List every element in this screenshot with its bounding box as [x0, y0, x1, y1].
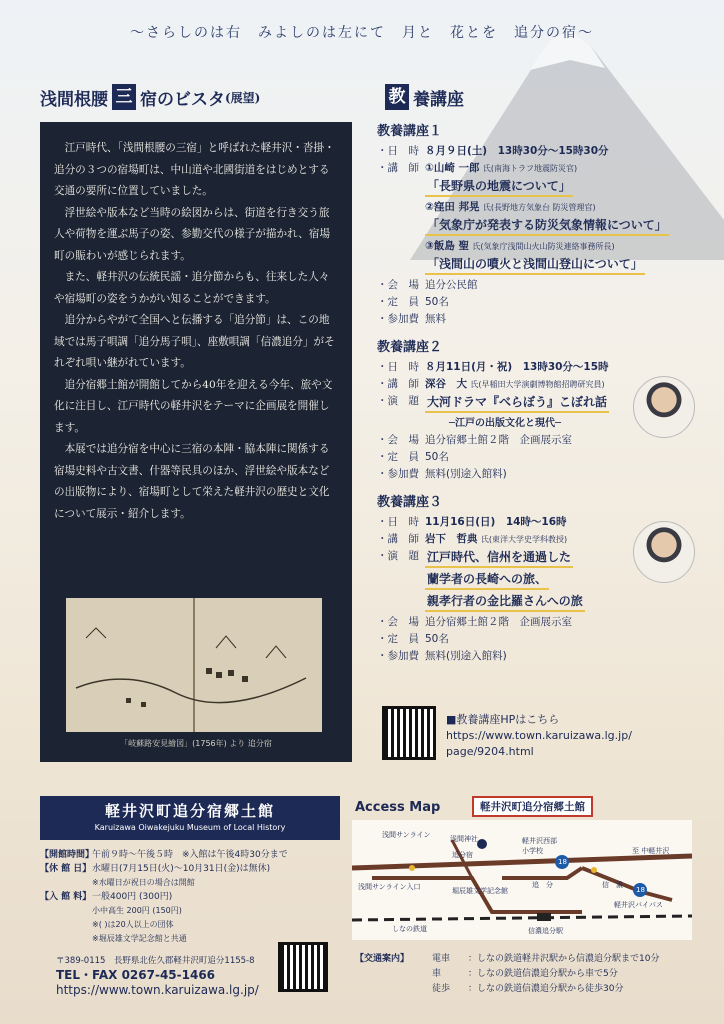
lecture-3	[377, 491, 707, 665]
capacity: 50名	[425, 451, 449, 463]
map-label: 軽井沢西部小学校	[522, 837, 557, 855]
closed-note: ※水曜日が祝日の場合は開館	[92, 878, 195, 887]
date: ８月９日(土) 13時30分～15時30分	[425, 145, 609, 157]
speaker-name: ③飯島 聖	[425, 240, 470, 252]
museum-name: 軽井沢町追分宿郷土館	[104, 802, 275, 820]
label: ・参加費	[377, 468, 419, 480]
intro-panel	[40, 122, 352, 762]
exhibition-heading	[40, 84, 260, 110]
map-label: 浅間サンライン入口	[358, 883, 421, 891]
museum-qr-code[interactable]	[278, 942, 328, 992]
hp-url[interactable]: https://www.town.karuizawa.lg.jp/	[446, 729, 632, 742]
intro-paragraph: 江戸時代、「浅間根腰の三宿」と呼ばれた軽井沢・沓掛・追分の３つの宿場町は、中山道や北國街道をはじめとする交通の要所に位置していました。	[54, 142, 335, 197]
speaker-affiliation: 氏(東洋大学史学科教授)	[480, 535, 568, 544]
intro-paragraph: 追分宿郷土館が開館してから40年を迎える今年、旅や文化に注目し、江戸時代の軽井沢をテーマに企画展を開催します。	[54, 378, 333, 434]
hours: 午前９時～午後５時 ※入館は午後4時30分まで	[92, 850, 288, 860]
label: ・会 場	[377, 434, 419, 446]
museum-name-en: Karuizawa Oiwakejuku Museum of Local History	[94, 823, 286, 832]
museum-url[interactable]: https://www.town.karuizawa.lg.jp/	[56, 983, 259, 997]
capacity: 50名	[425, 296, 449, 308]
venue: 追分宿郷土館２階 企画展示室	[425, 434, 572, 446]
lecture-qr-code[interactable]	[382, 706, 436, 760]
museum-info	[40, 848, 350, 946]
date: 11月16日(日) 14時～16時	[425, 516, 567, 528]
speaker-affiliation: 氏(気象庁浅間山火山防災連絡事務所長)	[472, 242, 615, 251]
speaker-affiliation: 氏(早稲田大学演劇博物館招聘研究員)	[470, 380, 605, 389]
speaker-name: ①山崎 一郎	[425, 162, 480, 174]
label: ・演 題	[377, 395, 419, 407]
label: ・講 師	[377, 533, 419, 545]
label: ・会 場	[377, 616, 419, 628]
lecture-2	[377, 336, 707, 483]
label: ・定 員	[377, 633, 419, 645]
speaker-portrait	[633, 521, 695, 583]
map-label: 信 濃	[602, 881, 623, 889]
phone: TEL・FAX 0267-45-1466	[56, 968, 216, 982]
speaker-name: 岩下 哲典	[425, 533, 478, 545]
label: 【開館時間】	[40, 850, 95, 860]
intro-paragraph: 本展では追分宿を中心に三宿の本陣・脇本陣に関係する宿場史料や古文書、什器等民具のほか、浮世絵や版本などの出版物により、宿場町として栄えた軽井沢の歴史と文化について展示・紹介します。	[54, 443, 330, 520]
lecture-topic: 「浅間山の噴火と浅間山登山について」	[425, 256, 645, 275]
label: ・会 場	[377, 279, 419, 291]
access-info	[355, 952, 660, 997]
lecture-subtitle: ─江戸の出版文化と現代─	[449, 418, 562, 429]
label: 【休 館 日】	[40, 864, 92, 874]
intro-paragraph: 浮世絵や版本など当時の絵図からは、街道を行き交う旅人や荷物を運ぶ馬子の姿、参勤交代の様子が描かれ、宿場町の賑わいが感じられます。	[54, 206, 331, 262]
intro-paragraph: 追分からやがて全国へと伝播する「追分節」は、この地域では馬子唄調「追分馬子唄」、座敷唄調「信濃追分」がそれぞれ唄い継がれています。	[54, 314, 335, 369]
manuscript-caption: 「岐蘇路安見繪図」(1756年) より 追分宿	[120, 739, 272, 748]
manuscript-image	[66, 598, 322, 732]
tagline: ～さらしのは右 みよしのは左にて 月と 花とを 追分の宿～	[130, 25, 594, 41]
speaker-affiliation: 氏(南海トラフ地震防災官)	[482, 164, 578, 173]
heading-small: (展望)	[225, 90, 261, 105]
label: ・講 師	[377, 378, 419, 390]
hp-label: ■教養講座HPはこちら	[446, 713, 560, 726]
label: ・日 時	[377, 361, 419, 373]
lecture-topic: 江戸時代、信州を通過した	[425, 549, 573, 568]
map-title: Access Map	[355, 800, 441, 815]
lecture-1	[377, 120, 707, 328]
map-label: 軽井沢バイパス	[614, 901, 663, 909]
label: ・演 題	[377, 550, 419, 562]
lecture-title: 教養講座１	[377, 124, 443, 139]
closed-days: 水曜日(7月15日(火)～10月31日(金)は無休)	[92, 864, 271, 874]
speaker-name: 深谷 大	[425, 378, 467, 390]
venue: 追分公民館	[425, 279, 478, 291]
map-label: 信濃追分駅	[528, 927, 563, 935]
access-mode: 車	[432, 969, 442, 979]
lecture-title: 教養講座３	[377, 495, 443, 510]
label: ・日 時	[377, 145, 419, 157]
map-label: 堀辰雄文学記念館	[452, 887, 508, 895]
fee: 無料(別途入館料)	[425, 650, 507, 662]
access-mode: 徒歩	[432, 984, 451, 994]
fee: 無料(別途入館料)	[425, 468, 507, 480]
address: 〒389-0115 長野県北佐久郡軽井沢町追分1155-8	[56, 956, 255, 966]
label: ・定 員	[377, 451, 419, 463]
lecture-topic: 「気象庁が発表する防災気象情報について」	[425, 217, 669, 236]
fee: 無料	[425, 313, 446, 325]
label: ・講 師	[377, 162, 419, 174]
speaker-affiliation: 氏(長野地方気象台 防災管理官)	[482, 203, 596, 212]
map-label: 浅間神社	[450, 835, 478, 843]
venue: 追分宿郷土館２階 企画展示室	[425, 616, 572, 628]
label: ・参加費	[377, 650, 419, 662]
intro-paragraph: また、軽井沢の伝統民謡・追分節からも、往来した人々や宿場町の姿をうかがい知ることができます。	[54, 271, 330, 305]
label: ・日 時	[377, 516, 419, 528]
date: ８月11日(月・祝) 13時30分～15時	[425, 361, 609, 373]
speaker-portrait	[633, 376, 695, 438]
lecture-topic: 「長野県の地震について」	[425, 178, 573, 197]
lecture-hp-info	[446, 712, 632, 760]
label: 【入 館 料】	[40, 892, 92, 902]
map-highlight-label: 軽井沢町追分宿郷土館	[472, 796, 593, 817]
lectures-section	[377, 120, 707, 665]
lectures-heading-post: 養講座	[413, 89, 464, 110]
heading-pre: 浅間根腰	[40, 89, 108, 110]
map-label: 至 中軽井沢	[632, 847, 670, 855]
lecture-title: 教養講座２	[377, 340, 443, 355]
map-label: 追分宿	[452, 851, 473, 859]
lecture-topic: 親孝行者の金比羅さんへの旅	[425, 593, 585, 612]
museum-header	[40, 796, 340, 840]
capacity: 50名	[425, 633, 449, 645]
access-map	[352, 820, 692, 940]
access-mode: 電車	[432, 954, 451, 964]
lectures-heading	[385, 84, 464, 110]
map-label: 追 分	[532, 881, 553, 889]
map-label: しなの鉄道	[392, 925, 427, 933]
label: ・定 員	[377, 296, 419, 308]
hp-url[interactable]: page/9204.html	[446, 745, 534, 758]
route-number: 18	[558, 858, 567, 866]
fee-general: 一般400円 (300円)	[92, 892, 173, 902]
map-label: 浅間サンライン	[382, 831, 431, 839]
lecture-topic: 大河ドラマ『べらぼう』こぼれ話	[425, 394, 609, 413]
access-detail: ：しなの鉄道信濃追分駅から車で5分	[468, 969, 618, 979]
fee-student: 小中高生 200円 (150円)	[92, 906, 182, 915]
lectures-heading-box: 教	[385, 84, 409, 110]
fee-note: ※( )は20人以上の団体	[92, 920, 174, 929]
heading-box: 三	[112, 84, 136, 110]
heading-post: 宿のビスタ	[140, 89, 225, 110]
fee-note: ※堀辰雄文学記念館と共通	[92, 934, 187, 943]
access-title: 【交通案内】	[355, 954, 410, 964]
access-detail: ：しなの鉄道軽井沢駅から信濃追分駅まで10分	[468, 954, 660, 964]
access-detail: ：しなの鉄道信濃追分駅から徒歩30分	[468, 984, 624, 994]
museum-contact	[56, 954, 259, 997]
lecture-topic: 蘭学者の長崎への旅、	[425, 571, 549, 590]
route-number: 18	[636, 886, 645, 894]
label: ・参加費	[377, 313, 419, 325]
speaker-name: ②窪田 邦晃	[425, 201, 480, 213]
